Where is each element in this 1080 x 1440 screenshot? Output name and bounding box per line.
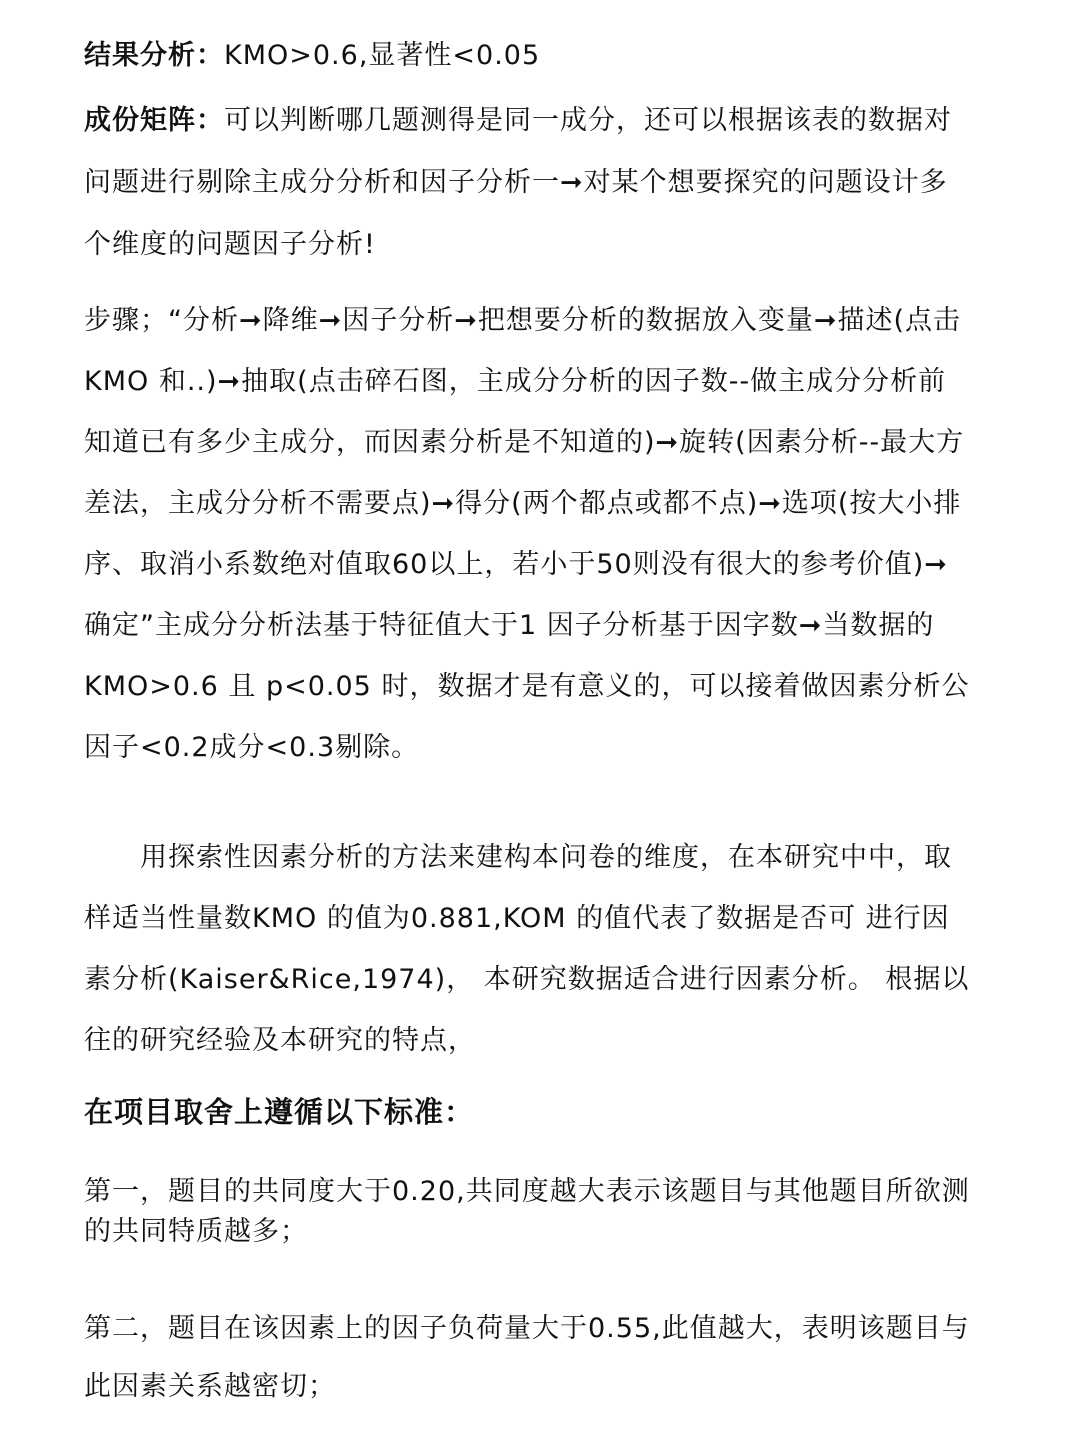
result-analysis-label: 结果分析：: [84, 40, 224, 71]
steps-paragraph: 步骤；“分析➞降维➞因子分析➞把想要分析的数据放入变量➞描述(点击KMO 和..)➞抽取(点击碎石图，主成分分析的因子数--做主成分分析前知道已有多少主成分，而因素分析是不知道的)➞旋转(因素分析--最大方差法，主成分分析不需要点)➞得分(两个都点或都不点)➞选项(按大小排序、取消小系数绝对值取60以上，若小于50则没有很大的参考价值)➞确定”主成分分析法基于特征值大于1 因子分析基于因字数➞当数据的 KMO>0.6 且 p<0.05 时，数据才是有意义的，可以接着做因素分析公因子<0.2成分<0.3剔除。: [84, 305, 970, 763]
study-paragraph: [84, 827, 974, 1071]
component-matrix-text: 可以判断哪几题测得是同一成分，还可以根据该表的数据对问题进行剔除主成分分析和因子分析一➞对某个想要探究的问题设计多个维度的问题因子分析!: [84, 105, 952, 260]
study-text: 用探索性因素分析的方法来建构本问卷的维度，在本研究中中，取样适当性量数KMO 的值为0.881,KOM 的值代表了数据是否可 进行因素分析(Kaiser&Rice,1974)， 本研究数据适合进行因素分析。 根据以往的研究经验及本研究的特点，: [84, 842, 970, 1056]
component-matrix-paragraph: [84, 90, 974, 276]
criterion-second: 第二，题目在该因素上的因子负荷量大于0.55,此值越大，表明该题目与此因素关系越密切；: [84, 1313, 970, 1402]
result-analysis-text: KMO>0.6,显著性<0.05: [224, 40, 541, 71]
criterion-first: 第一，题目的共同度大于0.20,共同度越大表示该题目与其他题目所欲测的共同特质越多；: [84, 1176, 970, 1247]
criteria-heading: 在项目取舍上遵循以下标准：: [84, 1095, 475, 1129]
component-matrix-label: 成份矩阵：: [84, 105, 224, 136]
result-analysis-paragraph: [84, 36, 974, 76]
